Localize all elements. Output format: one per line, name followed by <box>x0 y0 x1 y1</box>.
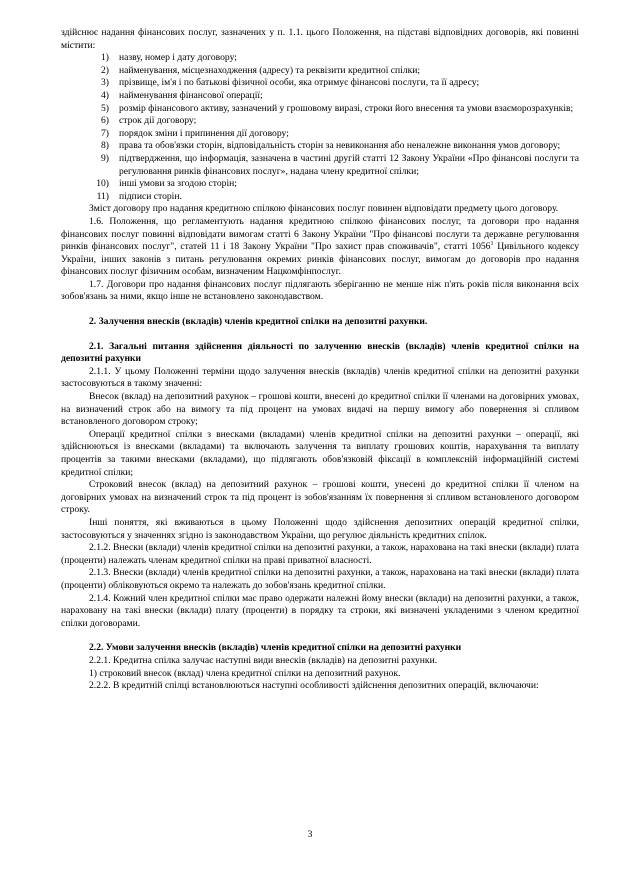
clause-2-1-3: 2.1.3. Внески (вклади) членів кредитної спілки на депозитні рахунки, а також, нарахована на такі внески (вклади) плата (проценти) обліковуються окремо та належать до зобов'язань кредитної спілки. <box>61 567 579 591</box>
list-item-number: 5) <box>101 102 109 114</box>
contract-requirement-item <box>61 191 579 204</box>
list-item-text: інші умови за згодою сторін; <box>119 178 237 190</box>
clause-1-6-text-b: Цивільного кодексу України, інших законів з питань регулювання окремих ринків фінансових послуг, вимогам до договорів про надання фінансових послуг фізичним особам, визначеним Нацкомфінпослуг. <box>61 241 580 278</box>
list-item-number: 7) <box>101 127 109 139</box>
section-2-2-heading: 2.2. Умови залучення внесків (вкладів) членів кредитної спілки на депозитні рахунки <box>89 642 462 654</box>
page-body <box>61 27 579 693</box>
list-item-text: розмір фінансового активу, зазначений у грошовому виразі, строки його внесення та умови взаєморозрахунків; <box>119 102 574 114</box>
clause-1-6-text-a: 1.6. Положення, що регламентують надання кредитною спілкою фінансових послуг, та договори про надання фінансових послуг повинні відповідати вимогам статті 6 Закону України "Про фінансові послуги та державне регулювання ринків фінансових послуг", статей 11 і 18 Закону України "Про захист прав споживачів", статті 1056 <box>61 215 579 253</box>
clause-2-2-2: 2.2.2. В кредитній спілці встановлюються наступні особливості здійснення депозитних операцій, включаючи: <box>89 680 539 692</box>
contract-requirement-item <box>61 153 579 178</box>
contract-requirement-item <box>61 178 579 191</box>
section-2-1-heading: 2.1. Загальні питання здійснення діяльності по залученню внесків (вкладів) членів кредитної спілки на депозитні рахунки <box>61 340 579 365</box>
clause-2-2-1-item: 1) строковий внесок (вклад) члена кредитної спілки на депозитний рахунок. <box>89 667 401 679</box>
operations-definition: Операції кредитної спілки з внесками (вкладами) членів кредитної спілки на депозитні рахунки – операції, які здійснюються із внесками (вкладами) та включають залучення та виплату грошових коштів, нарахування та виплату процентів за такими внесками (вкладами), що підлягають обов'язковій фіксації в комплексній інформаційній системі кредитної спілки; <box>61 428 579 478</box>
contract-requirement-item <box>61 115 579 128</box>
list-item-text: строк дії договору; <box>119 115 197 127</box>
clause-2-1-1: 2.1.1. У цьому Положенні терміни щодо залучення внесків (вкладів) членів кредитної спілки на депозитні рахунки застосовуються в такому значенні: <box>61 365 579 390</box>
clause-2-2-1: 2.2.1. Кредитна спілка залучає наступні види внесків (вкладів) на депозитні рахунки. <box>89 654 438 666</box>
list-item-text: найменування, місцезнаходження (адресу) та реквізити кредитної спілки; <box>119 64 421 76</box>
list-item-number: 2) <box>101 64 109 76</box>
contract-requirement-item <box>61 103 579 116</box>
list-item-number: 3) <box>101 77 109 89</box>
list-item-text: права та обов'язки сторін, відповідальність сторін за невиконання або неналежне виконання умов договору; <box>119 140 561 152</box>
list-item-number: 6) <box>101 115 109 127</box>
list-item-number: 10) <box>96 178 109 190</box>
contract-requirements-list <box>61 52 579 203</box>
list-item-text: найменування фінансової операції; <box>119 89 263 101</box>
list-item-text: прізвище, ім'я і по батькові фізичної особи, яка отримує фінансові послуги, та її адресу; <box>119 77 480 89</box>
section-2-heading: 2. Залучення внесків (вкладів) членів кредитної спілки на депозитні рахунки. <box>89 316 428 328</box>
clause-1-7: 1.7. Договори про надання фінансових послуг підлягають зберіганню не менше ніж п'ять років після виконання всіх зобов'язань за ними, якщо інше не встановлено законодавством. <box>61 278 579 303</box>
list-item-number: 11) <box>96 190 109 202</box>
list-item-text: назву, номер і дату договору; <box>119 52 237 64</box>
list-item-text: підтвердження, що інформація, зазначена в частині другій статті 12 Закону України «Про фінансові послуги та регулювання ринків фінансових послуг», надана члену кредитної спілки; <box>119 152 579 177</box>
clause-1-6-superscript: 1 <box>490 240 494 247</box>
deposit-definition: Внесок (вклад) на депозитний рахунок – грошові кошти, внесені до кредитної спілки її членами на договірних умовах, на визначений строк або на вимогу та під процент на умовах видачі на першу вимогу або повернення зі спливом встановленого договором строку; <box>61 391 579 428</box>
other-terms-paragraph: Інші поняття, які вживаються в цьому Положенні щодо здійснення депозитних операцій кредитної спілки, застосовуються у значеннях згідно із законодавством України, що регулює діяльність кредитних спілок. <box>61 516 579 541</box>
list-item-number: 8) <box>101 140 109 152</box>
contract-requirement-item <box>61 90 579 103</box>
clause-1-6 <box>61 216 579 279</box>
page-number: 3 <box>307 829 313 840</box>
list-item-number: 1) <box>101 52 109 64</box>
contract-requirement-item <box>61 65 579 78</box>
contract-requirement-item <box>61 140 579 153</box>
list-item-number: 9) <box>101 152 109 164</box>
term-deposit-definition: Строковий внесок (вклад) на депозитний рахунок – грошові кошти, унесені до кредитної спілки її членом на договірних умовах на визначений строк та під процент із зобов'язанням їх повернення зі спливом встановленого договором строку. <box>61 479 579 516</box>
list-item-text: порядок зміни і припинення дії договору; <box>119 127 289 139</box>
list-item-text: підписи сторін. <box>119 190 182 202</box>
intro-paragraph: здійснює надання фінансових послуг, зазначених у п. 1.1. цього Положення, на підставі відповідних договорів, які повинні містити: <box>61 27 579 51</box>
contract-requirement-item <box>61 77 579 90</box>
list-item-number: 4) <box>101 89 109 101</box>
contract-requirement-item <box>61 128 579 141</box>
contract-requirement-item <box>61 52 579 65</box>
clause-2-1-2: 2.1.2. Внески (вклади) членів кредитної спілки на депозитні рахунки, а також, нарахована на такі внески (вклади) плата (проценти) належать членам кредитної спілки на праві приватної власності. <box>61 542 579 566</box>
contract-content-paragraph: Зміст договору про надання кредитною спілкою фінансових послуг повинен відповідати предмету цього договору. <box>89 203 559 215</box>
clause-2-1-4: 2.1.4. Кожний член кредитної спілки має право одержати належні йому внески (вклади) на депозитні рахунки, а також, нараховану на такі внески (вклади) плату (проценти) в порядку та строки, які визначені укладеними з членом кредитної спілки договорами. <box>61 592 579 629</box>
